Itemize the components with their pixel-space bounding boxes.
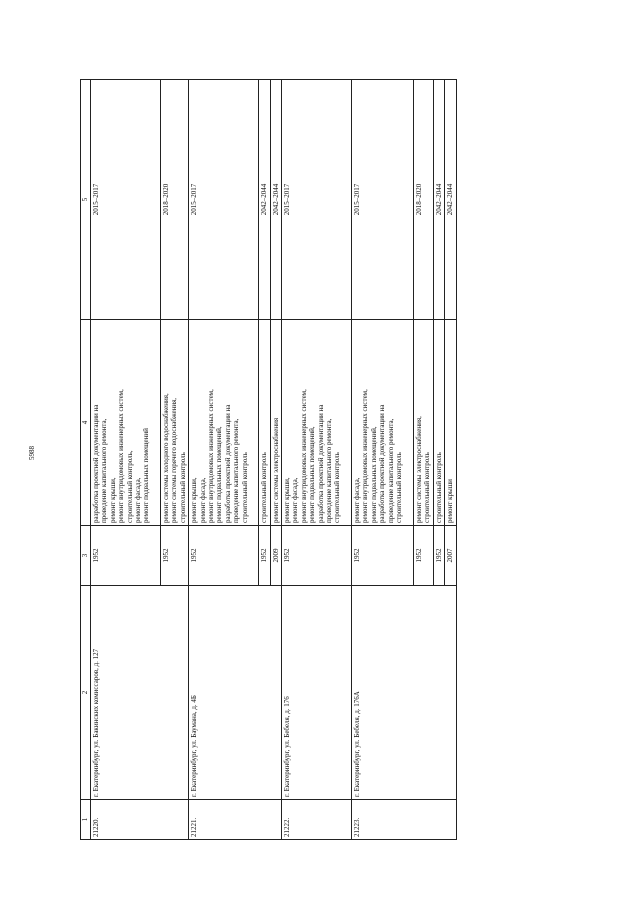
work-item: ремонт фасада, — [353, 477, 362, 523]
period-cell: 2042–2044 — [445, 80, 456, 320]
period-cell: 2015–2017 — [352, 80, 414, 320]
period-cell: 2042–2044 — [433, 80, 444, 320]
column-header: 4 — [81, 320, 91, 526]
year-cell: 1952 — [189, 526, 259, 586]
work-item: ремонт системы горячего водоснабжения, — [170, 397, 179, 523]
work-item: строительный контроль — [395, 452, 404, 523]
period-cell: 2042–2044 — [270, 80, 281, 320]
work-item: разработка проектной документации на — [223, 404, 232, 523]
column-header: 5 — [81, 80, 91, 320]
address-cell: г. Екатеринбург, ул. Бебеля, д. 176 — [282, 586, 352, 800]
work-item: ремонт фасада, — [198, 477, 207, 523]
column-header: 2 — [81, 586, 91, 800]
work-item: строительный контроль — [178, 452, 187, 523]
year-cell: 1952 — [259, 526, 270, 586]
period-cell: 2042–2044 — [259, 80, 270, 320]
works-cell — [270, 320, 281, 526]
works-cell — [259, 320, 270, 526]
period-cell: 2018–2020 — [161, 80, 189, 320]
work-item: проведение капитального ремонта, — [232, 418, 241, 523]
work-item: разработка проектной документации на — [92, 404, 100, 523]
year-cell: 1952 — [352, 526, 414, 586]
period-cell: 2015–2017 — [91, 80, 161, 320]
work-item: ремонт системы холодного водоснабжения, — [162, 393, 170, 523]
work-item: проведение капитального ремонта, — [100, 418, 109, 523]
entry-number: 21223. — [352, 800, 457, 840]
period-cell: 2018–2020 — [414, 80, 434, 320]
work-item: разработка проектной документации на — [378, 404, 387, 523]
column-number-row — [81, 80, 91, 840]
work-item: ремонт системы электроснабжения — [271, 417, 280, 523]
work-item: строительный контроль — [434, 452, 443, 523]
table-row — [91, 80, 161, 840]
address-cell: г. Екатеринбург, ул. Баумана, д. 4Б — [189, 586, 282, 800]
work-item: ремонт крыши, — [108, 477, 117, 523]
work-item: строительный контроль — [260, 452, 269, 523]
work-item: разработка проектной документации на — [316, 404, 325, 523]
column-header: 1 — [81, 800, 91, 840]
work-item: ремонт подвальных помещений — [142, 428, 151, 523]
table-row — [282, 80, 352, 840]
year-cell: 1952 — [282, 526, 352, 586]
rotated-table-wrapper — [80, 80, 560, 840]
work-item: ремонт крыши, — [190, 477, 199, 523]
work-item: ремонт подвальных помещений, — [215, 426, 224, 523]
work-item: строительный контроль — [333, 452, 342, 523]
address-cell: г. Екатеринбург, ул. Бебеля, д. 176А — [352, 586, 457, 800]
work-item: строительный контроль — [240, 452, 249, 523]
works-cell — [91, 320, 161, 526]
work-item: ремонт системы электроснабжения, — [415, 416, 424, 523]
table-row — [189, 80, 259, 840]
work-item: ремонт подвальных помещений, — [308, 426, 317, 523]
column-header: 3 — [81, 526, 91, 586]
work-item: ремонт внутридомовых инженерных систем, — [207, 389, 216, 523]
works-cell — [189, 320, 259, 526]
works-cell — [445, 320, 456, 526]
work-item: ремонт внутридомовых инженерных систем, — [299, 389, 308, 523]
work-item: проведение капитального ремонта, — [386, 418, 395, 523]
entry-number: 21220. — [91, 800, 189, 840]
table-body — [91, 80, 457, 840]
work-item: ремонт внутридомовых инженерных систем, — [117, 389, 126, 523]
period-cell: 2015–2017 — [282, 80, 352, 320]
page-number: 5988 — [28, 446, 36, 460]
work-item: ремонт фасада, — [134, 477, 143, 523]
entry-number: 21222. — [282, 800, 352, 840]
work-item: ремонт подвальных помещений, — [369, 426, 378, 523]
repair-schedule-table — [80, 79, 457, 840]
work-item: ремонт внутридомовых инженерных систем, — [361, 389, 370, 523]
works-cell — [433, 320, 444, 526]
year-cell: 1952 — [414, 526, 434, 586]
address-cell: г. Екатеринбург, ул. Бакинских комиссаров, д. 127 — [91, 586, 189, 800]
year-cell: 1952 — [91, 526, 161, 586]
table-row — [352, 80, 414, 840]
work-item: ремонт крыши, — [283, 477, 292, 523]
year-cell: 1952 — [433, 526, 444, 586]
works-cell — [352, 320, 414, 526]
works-cell — [282, 320, 352, 526]
year-cell: 1952 — [161, 526, 189, 586]
year-cell: 2009 — [270, 526, 281, 586]
entry-number: 21221. — [189, 800, 282, 840]
work-item: проведение капитального ремонта, — [325, 418, 334, 523]
work-item: ремонт фасада, — [291, 477, 300, 523]
year-cell: 2007 — [445, 526, 456, 586]
period-cell: 2015–2017 — [189, 80, 259, 320]
work-item: строительный контроль — [423, 452, 432, 523]
works-cell — [161, 320, 189, 526]
work-item: ремонт крыши — [446, 479, 455, 523]
work-item: строительный контроль, — [125, 450, 134, 523]
works-cell — [414, 320, 434, 526]
